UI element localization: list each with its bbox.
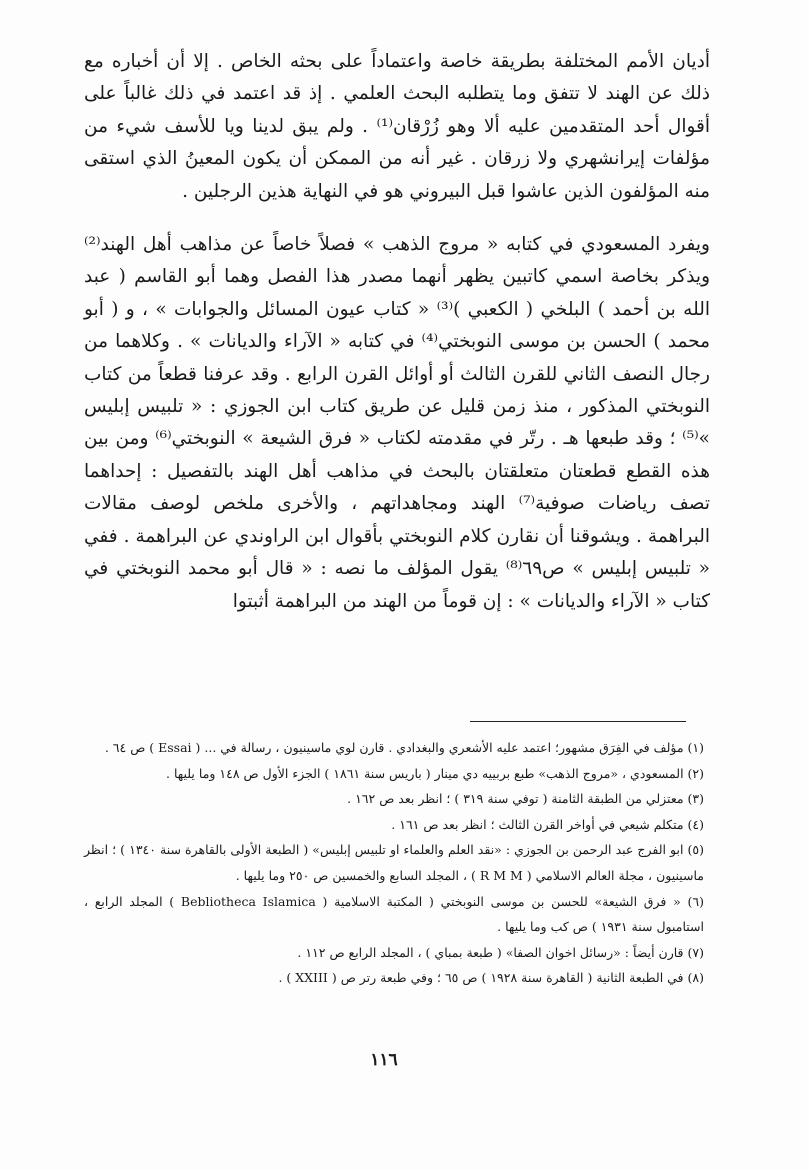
footnote-4: (٤) متكلم شيعي في أواخر القرن الثالث ؛ انظر بعد ص ١٦١ .: [391, 816, 704, 832]
footnote-7: (٧) قارن أيضاً : «رسائل اخوان الصفا» ( طبعة بمباي ) ، المجلد الرابع ص ١١٢ .: [297, 944, 704, 960]
footnote-5: (٥) ابو الفرج عبد الرحمن بن الجوزي : «نقد العلم والعلماء او تلبيس إبليس» ( الطبعة الأولى بالقاهرة سنة ١٣٤٠ ) ؛ انظر ماسينيون ، مجلة العالم الاسلامي ( R M M ) ، المجلد السابع والخمسين ص ٢٥٠ وما يليها .: [84, 842, 704, 883]
paragraph: أديان الأمم المختلفة بطريقة خاصة واعتماداً على بحثه الخاص . إلا أن أخباره مع ذلك عن الهند لا تتفق وما يتطلبه البحث العلمي . إذ قد اعتمد في ذلك غالباً على أقوال أحد المتقدمين عليه ألا وهو زُرْقان⁽¹⁾ . ولم يبق لدينا ويا للأسف شيء من مؤلفات إيرانشهري ولا زرقان . غير أنه من الممكن أن يكون المعينُ الذي استقى منه المؤلفون الذين عاشوا قبل البيروني هو في النهاية هذين الرجلين .: [84, 51, 710, 202]
footnote-8: (٨) في الطبعة الثانية ( القاهرة سنة ١٩٢٨ ) ص ٦٥ ؛ وفي طبعة رتر ص ( XXIII ) .: [278, 970, 704, 986]
page-number: ١١٦: [370, 1050, 398, 1070]
paragraph: ويفرد المسعودي في كتابه « مروج الذهب » فصلاً خاصاً عن مذاهب أهل الهند⁽²⁾ ويذكر بخاصة اسمي كاتبين يظهر أنهما مصدر هذا الفصل وهما أبو القاسم ( عبد الله بن أحمد ) البلخي ( الكعبي )⁽³⁾ « كتاب عيون المسائل والجوابات » ، و ( أبو محمد ) الحسن بن موسى النوبختي⁽⁴⁾ في كتابه « الآراء والديانات » . وكلاهما من رجال النصف الثاني للقرن الثالث أو أوائل القرن الرابع . وقد عرفنا قطعاً من كتاب النوبختي المذكور ، منذ زمن قليل عن طريق كتاب ابن الجوزي : « تلبيس إبليس »⁽⁵⁾ ؛ وقد طبعها هـ . رتّر في مقدمته لكتاب « فرق الشيعة » النوبختي⁽⁶⁾ ومن بين هذه القطع قطعتان متعلقتان بالبحث في مذاهب أهل الهند بالتفصيل : إحداهما تصف رياضات صوفية⁽⁷⁾ الهند ومجاهداتهم ، والأخرى ملخص لوصف مقالات البراهمة . ويشوقنا أن نقارن كلام النوبختي بأقوال ابن الراوندي عن البراهمة . ففي « تلبيس إبليس » ص٦٩⁽⁸⁾ يقول المؤلف ما نصه : « قال أبو محمد النوبختي في كتاب « الآراء والديانات » : إن قوماً من الهند من البراهمة أثبتوا: [84, 234, 711, 612]
footnote-6: (٦) « فرق الشيعة» للحسن بن موسى النوبختي ( المكتبة الاسلامية ( Bebliotheca Islamica ) المجلد الرابع ، استامبول سنة ١٩٣١ ) ص كب وما يليها .: [84, 893, 704, 935]
footnote-separator: [470, 721, 686, 722]
footnotes: [84, 735, 704, 991]
footnote-2: (٢) المسعودي ، «مروج الذهب» طبع بربييه دي مينار ( باريس سنة ١٨٦١ ) الجزء الأول ص ١٤٨ وما يليها .: [166, 765, 704, 781]
main-text-body: [84, 46, 710, 618]
footnote-1: (١) مؤلف في الفِرَق مشهور؛ اعتمد عليه الأشعري والبغدادي . قارن لوي ماسينيون ، رسالة في ... ( Essai ) ص ٦٤ .: [104, 740, 704, 755]
footnote-3: (٣) معتزلي من الطبقة الثامنة ( توفي سنة ٣١٩ ) ؛ انظر بعد ص ١٦٢ .: [347, 791, 704, 807]
